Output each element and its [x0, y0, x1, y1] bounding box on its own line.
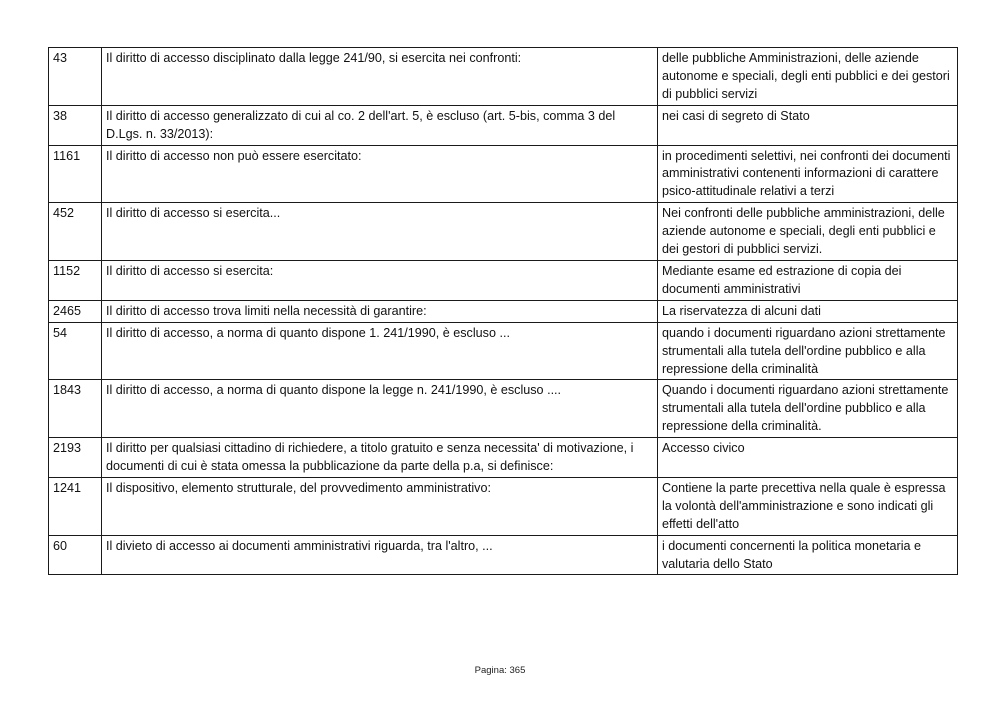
answer-text-cell: i documenti concernenti la politica monetaria e valutaria dello Stato — [658, 535, 958, 575]
answer-text-cell: Quando i documenti riguardano azioni strettamente strumentali alla tutela dell'ordine pubblico e alla repressione della criminalità. — [658, 380, 958, 438]
question-text-cell: Il diritto di accesso si esercita: — [102, 260, 658, 300]
question-text-cell: Il diritto di accesso non può essere esercitato: — [102, 145, 658, 203]
question-id-cell: 2465 — [49, 300, 102, 322]
question-id-cell: 1152 — [49, 260, 102, 300]
question-id-cell: 1161 — [49, 145, 102, 203]
table-row — [49, 477, 958, 535]
question-id-cell: 452 — [49, 203, 102, 261]
answer-text-cell: Mediante esame ed estrazione di copia dei documenti amministrativi — [658, 260, 958, 300]
question-text-cell: Il diritto di accesso si esercita... — [102, 203, 658, 261]
table-row — [49, 203, 958, 261]
question-id-cell: 2193 — [49, 438, 102, 478]
question-text-cell: Il diritto di accesso trova limiti nella necessità di garantire: — [102, 300, 658, 322]
question-id-cell: 54 — [49, 322, 102, 380]
question-text-cell: Il dispositivo, elemento strutturale, del provvedimento amministrativo: — [102, 477, 658, 535]
question-id-cell: 38 — [49, 105, 102, 145]
table-row — [49, 438, 958, 478]
page-number-footer: Pagina: 365 — [474, 665, 526, 676]
answer-text-cell: nei casi di segreto di Stato — [658, 105, 958, 145]
question-id-cell: 1843 — [49, 380, 102, 438]
question-id-cell: 60 — [49, 535, 102, 575]
question-text-cell: Il divieto di accesso ai documenti amministrativi riguarda, tra l'altro, ... — [102, 535, 658, 575]
table-body — [49, 48, 958, 575]
answer-text-cell: La riservatezza di alcuni dati — [658, 300, 958, 322]
table-row — [49, 48, 958, 106]
question-id-cell: 43 — [49, 48, 102, 106]
question-text-cell: Il diritto di accesso disciplinato dalla legge 241/90, si esercita nei confronti: — [102, 48, 658, 106]
question-text-cell: Il diritto di accesso generalizzato di cui al co. 2 dell'art. 5, è escluso (art. 5-bis, comma 3 del D.Lgs. n. 33/2013): — [102, 105, 658, 145]
answer-text-cell: delle pubbliche Amministrazioni, delle aziende autonome e speciali, degli enti pubblici e dei gestori di pubblici servizi — [658, 48, 958, 106]
answer-text-cell: Contiene la parte precettiva nella quale è espressa la volontà dell'amministrazione e sono indicati gli effetti dell'atto — [658, 477, 958, 535]
table-row — [49, 535, 958, 575]
answer-text-cell: Nei confronti delle pubbliche amministrazioni, delle aziende autonome e speciali, degli enti pubblici e dei gestori di pubblici servizi. — [658, 203, 958, 261]
table-row — [49, 260, 958, 300]
question-text-cell: Il diritto per qualsiasi cittadino di richiedere, a titolo gratuito e senza necessita' di motivazione, i documenti di cui è stata omessa la pubblicazione da parte della p.a, si definisce: — [102, 438, 658, 478]
question-text-cell: Il diritto di accesso, a norma di quanto dispone la legge n. 241/1990, è escluso .... — [102, 380, 658, 438]
table-row — [49, 322, 958, 380]
answer-text-cell: quando i documenti riguardano azioni strettamente strumentali alla tutela dell'ordine pubblico e alla repressione della criminalità — [658, 322, 958, 380]
question-id-cell: 1241 — [49, 477, 102, 535]
table-row — [49, 105, 958, 145]
question-answer-table — [48, 47, 958, 575]
answer-text-cell: Accesso civico — [658, 438, 958, 478]
table-row — [49, 380, 958, 438]
table-row — [49, 145, 958, 203]
table-row — [49, 300, 958, 322]
question-text-cell: Il diritto di accesso, a norma di quanto dispone 1. 241/1990, è escluso ... — [102, 322, 658, 380]
answer-text-cell: in procedimenti selettivi, nei confronti dei documenti amministrativi contenenti informazioni di carattere psico-attitudinale relativi a terzi — [658, 145, 958, 203]
